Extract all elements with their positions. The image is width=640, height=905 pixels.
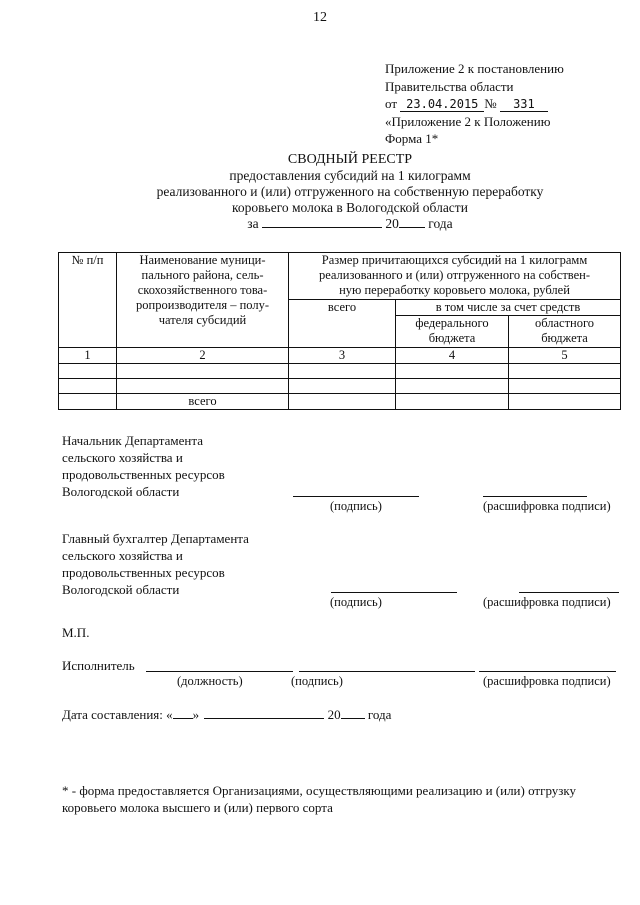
table-cell	[509, 394, 621, 410]
table-cell	[289, 394, 396, 410]
table-header-row	[59, 253, 621, 300]
table-total-row	[59, 394, 621, 410]
header-fed-line: бюджета	[428, 331, 476, 345]
footnote	[62, 782, 576, 816]
title-heading: СВОДНЫЙ РЕЕСТР	[287, 152, 413, 167]
executor-decode-label: (расшифровка подписи)	[483, 674, 611, 688]
col-number: 4	[396, 348, 509, 364]
compile-year-blank	[341, 718, 365, 719]
appendix-date: 23.04.2015	[400, 98, 484, 112]
compile-year-prefix: 20	[327, 707, 341, 722]
appendix-block	[385, 60, 564, 148]
total-label: всего	[117, 394, 289, 410]
signature-line-1	[293, 496, 419, 497]
registry-table	[58, 252, 621, 410]
page-number: 12	[313, 10, 327, 25]
title-period-line	[0, 216, 640, 232]
compile-date-label: Дата составления: «	[62, 707, 173, 722]
table-cell	[289, 364, 396, 379]
appendix-line-4: «Приложение 2 к Положению	[385, 113, 551, 129]
header-reg-line: областного	[534, 316, 595, 330]
title-year-suffix: года	[428, 216, 453, 231]
footnote-line: * - форма предоставляется Организациями, осуществляющими реализацию и (или) отгрузку	[62, 783, 577, 798]
header-amount	[289, 253, 621, 300]
signatory-2-line: сельского хозяйства и	[62, 548, 183, 563]
table-cell	[117, 379, 289, 394]
header-incl: в том числе за счет средств	[396, 300, 621, 316]
col-number: 1	[59, 348, 117, 364]
header-amount-line: реализованного и (или) отгруженного на собствен-	[318, 268, 591, 282]
table-cell	[509, 364, 621, 379]
header-fed-line: федерального	[415, 316, 489, 330]
document-title	[0, 152, 640, 232]
table-cell	[59, 394, 117, 410]
signatory-1	[62, 432, 225, 500]
signature-label-1: (подпись)	[330, 499, 382, 513]
signature-line-2	[331, 592, 457, 593]
position-label: (должность)	[177, 674, 243, 688]
header-federal	[396, 316, 509, 348]
header-name-line: чателя субсидий	[158, 313, 247, 327]
table-cell	[509, 379, 621, 394]
signatory-2	[62, 530, 249, 598]
table-number-row	[59, 348, 621, 364]
decode-label-2: (расшифровка подписи)	[483, 595, 611, 609]
header-name-line: ропроизводителя – полу-	[136, 298, 269, 312]
signature-label-2: (подпись)	[330, 595, 382, 609]
period-blank	[262, 227, 382, 228]
appendix-no-sign: №	[484, 96, 497, 111]
header-reg-line: бюджета	[541, 331, 588, 345]
signatory-1-line: Начальник Департамента	[62, 433, 203, 448]
appendix-number: 331	[500, 98, 548, 112]
footnote-line: коровьего молока высшего и (или) первого сорта	[62, 800, 333, 815]
signatory-2-line: Вологодской области	[62, 582, 180, 597]
col-number: 3	[289, 348, 396, 364]
signatory-1-line: сельского хозяйства и	[62, 450, 183, 465]
title-line-3: реализованного и (или) отгруженного на собственную переработку	[156, 184, 544, 199]
day-blank	[173, 718, 193, 719]
title-year-prefix: 20	[385, 216, 399, 231]
header-name-line: скохозяйственного това-	[137, 283, 268, 297]
year-blank	[399, 227, 425, 228]
header-name	[117, 253, 289, 348]
header-num: № п/п	[59, 253, 117, 348]
col-number: 2	[117, 348, 289, 364]
table-cell	[59, 379, 117, 394]
appendix-from: от	[385, 96, 398, 111]
title-za: за	[247, 216, 259, 231]
table-cell	[396, 364, 509, 379]
header-amount-line: ную переработку коровьего молока, рублей	[339, 283, 570, 297]
table-cell	[396, 394, 509, 410]
title-line-2: предоставления субсидий на 1 килограмм	[229, 168, 471, 183]
table-cell	[117, 364, 289, 379]
header-amount-line: Размер причитающихся субсидий на 1 килограмм	[321, 253, 588, 267]
table-cell	[289, 379, 396, 394]
compile-date-line	[62, 706, 391, 723]
header-total: всего	[289, 300, 396, 348]
decode-label-1: (расшифровка подписи)	[483, 499, 611, 513]
col-number: 5	[509, 348, 621, 364]
header-name-line: Наименование муници-	[139, 253, 266, 267]
executor-signature-line	[299, 671, 475, 672]
header-regional	[509, 316, 621, 348]
executor-label: Исполнитель	[62, 658, 135, 673]
compile-date-close: »	[192, 707, 200, 722]
table-cell	[396, 379, 509, 394]
executor-decode-line	[479, 671, 616, 672]
table-row	[59, 364, 621, 379]
compile-year-suffix: года	[367, 707, 392, 722]
appendix-date-line	[385, 95, 564, 113]
decode-line-2	[519, 592, 619, 593]
header-name-line: пального района, сель-	[141, 268, 264, 282]
signatory-2-line: Главный бухгалтер Департамента	[62, 531, 249, 546]
decode-line-1	[483, 496, 587, 497]
appendix-line-1: Приложение 2 к постановлению	[385, 61, 564, 76]
stamp-place: М.П.	[62, 625, 90, 640]
position-line	[146, 671, 293, 672]
signatory-1-line: продовольственных ресурсов	[62, 467, 225, 482]
month-blank	[204, 718, 324, 719]
title-line-4: коровьего молока в Вологодской области	[232, 200, 468, 215]
appendix-line-2: Правительства области	[385, 78, 514, 94]
appendix-line-5: Форма 1*	[385, 131, 439, 146]
signatory-1-line: Вологодской области	[62, 484, 180, 499]
executor-signature-label: (подпись)	[291, 674, 343, 688]
signatory-2-line: продовольственных ресурсов	[62, 565, 225, 580]
table-cell	[59, 364, 117, 379]
table-row	[59, 379, 621, 394]
